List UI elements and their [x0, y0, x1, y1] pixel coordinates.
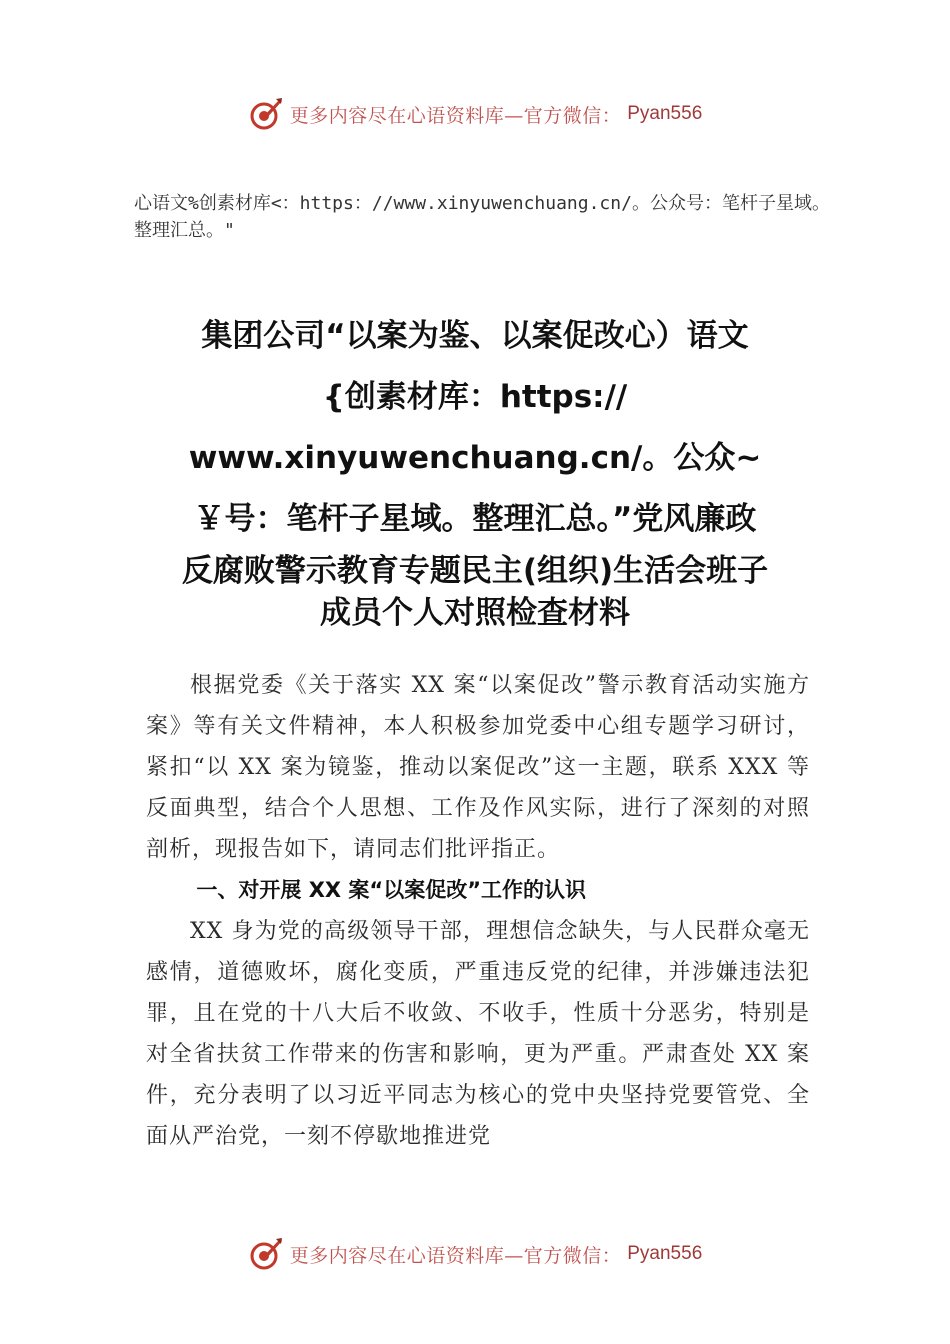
section-paragraph: XX 身为党的高级领导干部，理想信念缺失，与人民群众毫无感情，道德败坏，腐化变质，严重违反党的纪律，并涉嫌违法犯罪，且在党的十八大后不收敛、不收手，性质十分恶劣，特别是对全省扶贫工作带来的伤害和影响，更为严重。严肃查处 XX 案件，充分表明了以习近平同志为核心的党中央坚持党要管党、全面从严治党，一刻不停歇地推进党 — [146, 919, 810, 1149]
quill-seal-icon — [248, 1236, 284, 1272]
footer-banner — [0, 1234, 950, 1274]
title-line: {创素材库：https:// — [322, 379, 628, 415]
document-title — [120, 306, 830, 634]
title-line: 反腐败警示教育专题民主(组织)生活会班子 — [181, 553, 769, 589]
banner-text: 更多内容尽在心语资料库—官方微信： — [289, 1244, 622, 1267]
banner-contact: Pyan556 — [627, 103, 703, 124]
quill-seal-icon — [248, 96, 284, 132]
title-line: 集团公司“以案为鉴、以案促改心）语文 — [201, 318, 749, 354]
title-line: ￥号：笔杆子星域。整理汇总。”党风廉政 — [193, 501, 757, 537]
document-body — [146, 665, 810, 1157]
source-note: 心语文%创素材库<：https：//www.xinyuwenchuang.cn/。公众号：笔杆子星域。整理汇总。" — [134, 193, 830, 241]
section-heading: 一、对开展 XX 案“以案促改”工作的认识 — [196, 878, 586, 902]
header-banner — [0, 94, 950, 134]
intro-paragraph: 根据党委《关于落实 XX 案“以案促改”警示教育活动实施方案》等有关文件精神，本人积极参加党委中心组专题学习研讨，紧扣“以 XX 案为镜鉴，推动以案促改”这一主题，联系 XXX 等反面典型，结合个人思想、工作及作风实际，进行了深刻的对照剖析，现报告如下，请同志们批评指正。 — [146, 673, 810, 862]
banner-contact: Pyan556 — [627, 1243, 703, 1264]
title-line: 成员个人对照检查材料 — [320, 595, 630, 631]
title-line: www.xinyuwenchuang.cn/。公众~ — [188, 440, 762, 476]
banner-text: 更多内容尽在心语资料库—官方微信： — [289, 104, 622, 127]
